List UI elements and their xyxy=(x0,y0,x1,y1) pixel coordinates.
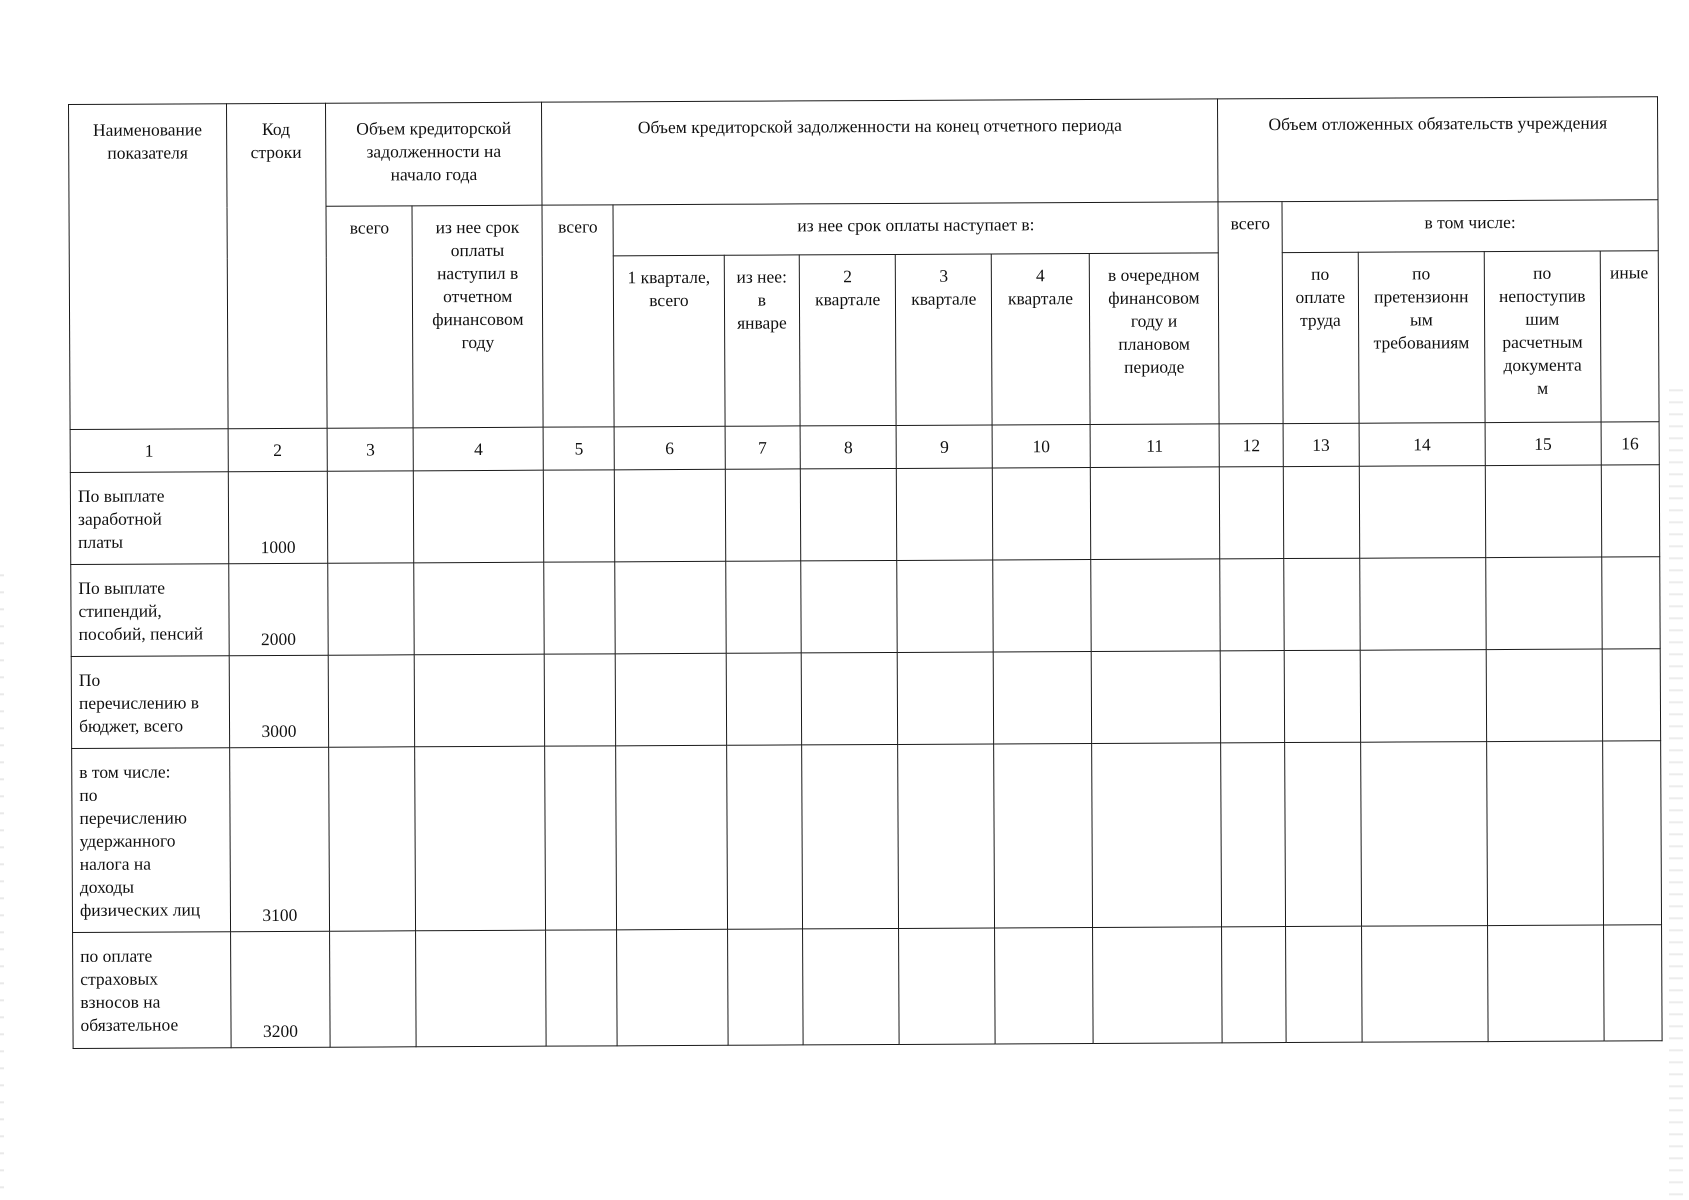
header-cell-def-other xyxy=(1600,251,1659,422)
empty-cell xyxy=(899,928,996,1044)
column-number: 13 xyxy=(1283,423,1359,466)
column-number: 12 xyxy=(1219,424,1283,467)
empty-cell xyxy=(1286,926,1362,1042)
row-code: 3000 xyxy=(229,655,329,747)
column-number: 10 xyxy=(992,425,1089,468)
header-q1-text: 1 квартале, всего xyxy=(627,266,711,311)
empty-cell xyxy=(994,652,1092,744)
empty-cell xyxy=(1283,466,1359,558)
empty-cell xyxy=(1091,743,1222,928)
row-code: 2000 xyxy=(228,563,328,655)
table-row xyxy=(71,557,1660,657)
column-number: 2 xyxy=(228,428,328,471)
row-label-cell xyxy=(73,932,231,1049)
header-jan-text: из нее: в январе xyxy=(736,266,787,333)
row-label: в том числе: по перечислению удержанного налога на доходы физических лиц xyxy=(79,761,201,920)
header-def-total-text: всего xyxy=(1230,213,1271,234)
header-next-year-text: в очередном финансовом году и плановом периоде xyxy=(1107,264,1200,377)
header-name-text: Наименование показателя xyxy=(92,119,203,163)
header-cell-def-total xyxy=(1218,202,1283,424)
column-number: 4 xyxy=(414,427,544,471)
empty-cell xyxy=(544,654,616,746)
header-end-total-text: всего xyxy=(558,216,598,237)
header-cell-start-group xyxy=(326,102,543,206)
row-label-cell xyxy=(72,748,231,933)
row-label: по оплате страховых взносов на обязательное xyxy=(80,945,179,1035)
empty-cell xyxy=(725,561,801,653)
empty-cell xyxy=(329,747,416,931)
empty-cell xyxy=(415,746,546,931)
header-cell-name xyxy=(69,104,228,430)
column-number: 6 xyxy=(614,426,724,470)
payables-table xyxy=(68,96,1663,1049)
header-start-due-text: из нее срок оплаты наступил в отчетном финансовом году xyxy=(432,216,524,353)
header-cell-q2 xyxy=(799,254,896,425)
table-row xyxy=(71,649,1660,749)
empty-cell xyxy=(801,652,898,744)
table-row xyxy=(73,925,1663,1049)
empty-cell xyxy=(897,652,994,744)
empty-cell xyxy=(1284,650,1360,742)
empty-cell xyxy=(330,931,417,1047)
empty-cell xyxy=(1486,557,1602,650)
header-start-group-text: Объем кредиторской задолженности на начало года xyxy=(356,117,512,185)
empty-cell xyxy=(615,469,726,562)
row-code: 3100 xyxy=(229,747,329,931)
header-cell-next-year xyxy=(1089,253,1220,425)
empty-cell xyxy=(995,928,1093,1044)
header-cell-start-total xyxy=(326,206,413,428)
scan-left-edge-noise xyxy=(0,560,4,1200)
header-cell-def-claims xyxy=(1358,252,1485,424)
header-end-group-text: Объем кредиторской задолженности на конец отчетного периода xyxy=(637,114,1122,138)
empty-cell xyxy=(726,745,803,929)
row-label-cell xyxy=(71,564,229,657)
empty-cell xyxy=(1222,927,1286,1043)
header-cell-code xyxy=(226,103,327,428)
empty-cell xyxy=(328,563,415,655)
column-number: 5 xyxy=(543,427,614,470)
column-number: 3 xyxy=(327,428,414,471)
empty-cell xyxy=(897,560,994,652)
header-end-due-group-text: из нее срок оплаты наступает в: xyxy=(797,214,1035,236)
empty-cell xyxy=(414,562,544,655)
header-def-incl-text: в том числе: xyxy=(1424,211,1516,233)
empty-cell xyxy=(414,470,544,563)
empty-cell xyxy=(1603,925,1662,1041)
row-label: По выплате заработной платы xyxy=(77,485,165,552)
empty-cell xyxy=(415,654,545,747)
empty-cell xyxy=(1285,742,1362,926)
empty-cell xyxy=(1360,650,1487,743)
empty-cell xyxy=(1220,651,1284,743)
header-cell-q4 xyxy=(992,254,1090,425)
header-cell-end-total xyxy=(542,205,614,427)
header-def-claims-text: по претензионн ым требованиям xyxy=(1373,263,1470,353)
empty-cell xyxy=(1221,743,1286,927)
column-number: 7 xyxy=(725,426,801,469)
empty-cell xyxy=(327,471,414,563)
header-def-labor-text: по оплате труда xyxy=(1295,263,1346,330)
empty-cell xyxy=(1090,559,1220,652)
empty-cell xyxy=(802,744,899,928)
header-row-1 xyxy=(69,97,1658,208)
empty-cell xyxy=(803,928,900,1044)
empty-cell xyxy=(993,468,1091,560)
empty-cell xyxy=(993,560,1091,652)
empty-cell xyxy=(1601,557,1660,649)
header-def-docs-text: по непоступив шим расчетным документа м xyxy=(1498,262,1586,398)
empty-cell xyxy=(1360,742,1487,927)
empty-cell xyxy=(1220,559,1284,651)
empty-cell xyxy=(1092,927,1222,1044)
row-code: 3200 xyxy=(230,931,330,1047)
empty-cell xyxy=(1220,467,1284,559)
empty-cell xyxy=(800,468,897,560)
table-row xyxy=(72,741,1662,933)
header-cell-end-due-group xyxy=(613,202,1218,256)
header-deferred-group-text: Объем отложенных обязательств учреждения xyxy=(1268,112,1608,135)
report-sheet xyxy=(68,96,1663,1049)
empty-cell xyxy=(546,930,618,1046)
table-row xyxy=(70,465,1659,565)
header-cell-start-due xyxy=(412,205,543,428)
empty-cell xyxy=(328,655,415,747)
header-code-text: Код строки xyxy=(250,118,302,163)
empty-cell xyxy=(1090,467,1220,560)
empty-cell xyxy=(616,745,727,930)
empty-cell xyxy=(898,744,995,928)
row-label-cell xyxy=(70,472,228,565)
empty-cell xyxy=(1486,649,1602,742)
empty-cell xyxy=(616,653,727,746)
empty-cell xyxy=(897,468,994,560)
header-cell-jan xyxy=(724,255,800,426)
empty-cell xyxy=(994,744,1092,928)
header-cell-deferred-group xyxy=(1218,97,1658,202)
header-cell-end-group xyxy=(542,99,1219,205)
empty-cell xyxy=(545,746,617,930)
empty-cell xyxy=(416,930,546,1047)
empty-cell xyxy=(543,470,615,562)
empty-cell xyxy=(726,653,802,745)
column-number: 1 xyxy=(70,429,228,473)
empty-cell xyxy=(1602,649,1661,741)
empty-cell xyxy=(1361,926,1488,1043)
empty-cell xyxy=(1485,465,1601,558)
row-label-cell xyxy=(71,656,229,749)
empty-cell xyxy=(1602,741,1661,925)
column-number: 14 xyxy=(1359,423,1486,467)
column-number: 16 xyxy=(1601,422,1660,465)
header-q2-text: 2 квартале xyxy=(815,266,881,310)
header-cell-q1 xyxy=(614,255,725,427)
row-code: 1000 xyxy=(228,471,328,563)
row-label: По выплате стипендий, пособий, пенсий xyxy=(78,577,204,644)
empty-cell xyxy=(1359,558,1486,651)
header-start-total-text: всего xyxy=(349,217,390,238)
empty-cell xyxy=(615,561,726,654)
column-number-row xyxy=(70,422,1659,473)
header-cell-def-labor xyxy=(1282,252,1358,423)
row-label: По перечислению в бюджет, всего xyxy=(78,669,200,736)
empty-cell xyxy=(1601,465,1660,557)
empty-cell xyxy=(1091,651,1221,744)
empty-cell xyxy=(727,929,803,1045)
header-q4-text: 4 квартале xyxy=(1007,265,1074,309)
header-cell-def-docs xyxy=(1484,251,1600,423)
header-cell-q3 xyxy=(896,254,993,425)
empty-cell xyxy=(725,469,801,561)
column-number: 8 xyxy=(800,425,896,468)
empty-cell xyxy=(1359,466,1486,559)
column-number: 9 xyxy=(896,425,992,468)
header-cell-def-incl xyxy=(1282,200,1658,253)
column-number: 15 xyxy=(1485,422,1601,466)
empty-cell xyxy=(801,560,898,652)
empty-cell xyxy=(1488,925,1604,1042)
header-def-other-text: иные xyxy=(1609,262,1649,283)
empty-cell xyxy=(1487,741,1603,926)
empty-cell xyxy=(1284,558,1360,650)
scan-edge-noise xyxy=(1669,380,1683,1200)
column-number: 11 xyxy=(1090,424,1220,468)
empty-cell xyxy=(544,562,616,654)
header-q3-text: 3 квартале xyxy=(911,265,977,309)
empty-cell xyxy=(617,929,728,1046)
